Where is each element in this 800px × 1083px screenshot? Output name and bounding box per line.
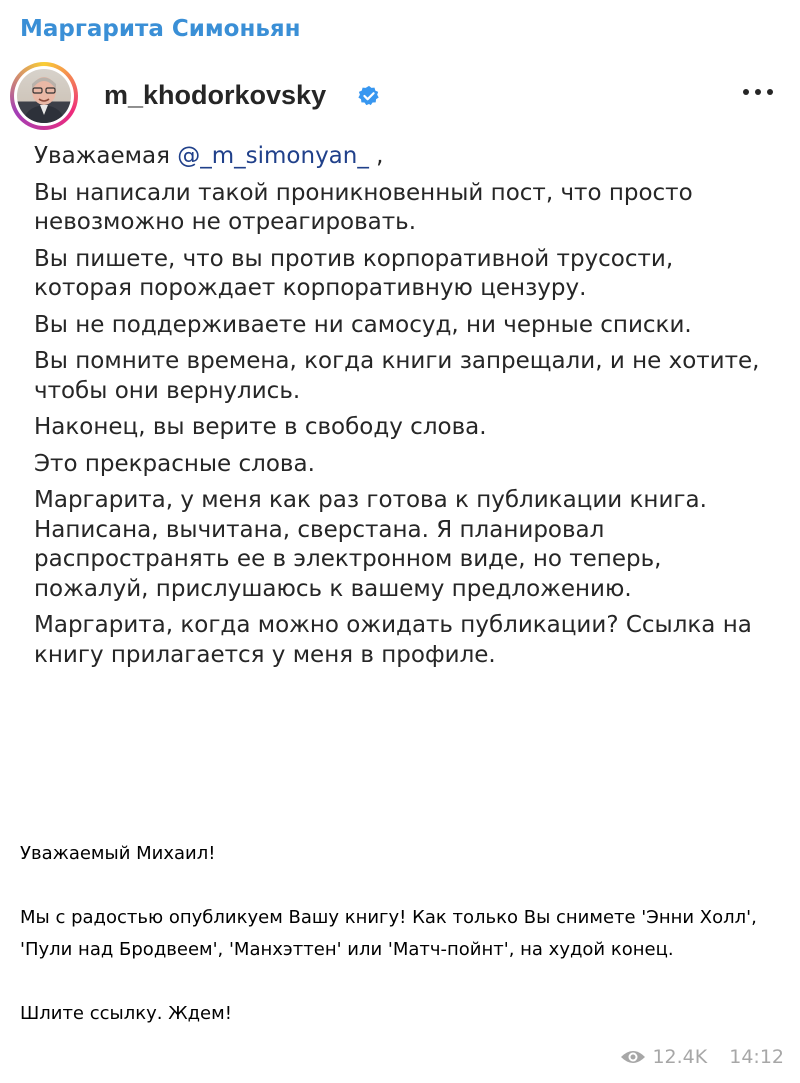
post-paragraph: Маргарита, у меня как раз готова к публикации книга. Написана, вычитана, сверстана. Я планировал распространять ее в электронном виде, но теперь, пожалуй, прислушаюсь к вашему предложению. — [34, 487, 707, 602]
post-paragraph: Вы помните времена, когда книги запрещали, и не хотите, чтобы они вернулись. — [34, 348, 760, 404]
post-greeting: Уважаемая @_m_simonyan_ , — [34, 143, 384, 169]
post-paragraph: Вы пишете, что вы против корпоративной трусости, которая порождает корпоративную цензуру. — [34, 245, 674, 301]
post-paragraph: Это прекрасные слова. — [34, 450, 315, 477]
eye-icon — [620, 1048, 646, 1066]
message-text — [20, 838, 790, 1030]
reply-greeting: Уважаемый Михаил! — [20, 843, 216, 864]
embedded-post-header — [0, 60, 800, 130]
post-paragraph: Маргарита, когда можно ожидать публикации? Ссылка на книгу прилагается у меня в профиле. — [34, 612, 752, 668]
avatar[interactable] — [10, 62, 78, 130]
message-time: 14:12 — [729, 1046, 784, 1068]
avatar-photo — [17, 69, 71, 123]
reply-body: Мы с радостью опубликуем Вашу книгу! Как только Вы снимете 'Энни Холл', 'Пули над Бродвеем', 'Манхэттен' или 'Матч-пойнт', на худой конец. — [20, 907, 757, 960]
channel-name[interactable]: Маргарита Симоньян — [20, 16, 301, 42]
verified-badge-icon — [358, 85, 380, 107]
more-options-icon[interactable] — [738, 80, 778, 104]
reply-closing: Шлите ссылку. Ждем! — [20, 1003, 232, 1024]
embedded-post-text — [34, 142, 774, 677]
post-paragraph: Наконец, вы верите в свободу слова. — [34, 414, 487, 440]
mention-link[interactable]: @_m_simonyan_ — [177, 143, 369, 169]
post-paragraph: Вы не поддерживаете ни самосуд, ни черные списки. — [34, 311, 692, 338]
post-paragraph: Вы написали такой проникновенный пост, что просто невозможно не отреагировать. — [34, 179, 693, 235]
post-username[interactable]: m_khodorkovsky — [104, 80, 327, 110]
message-meta — [620, 1046, 784, 1068]
view-count: 12.4K — [652, 1046, 708, 1068]
